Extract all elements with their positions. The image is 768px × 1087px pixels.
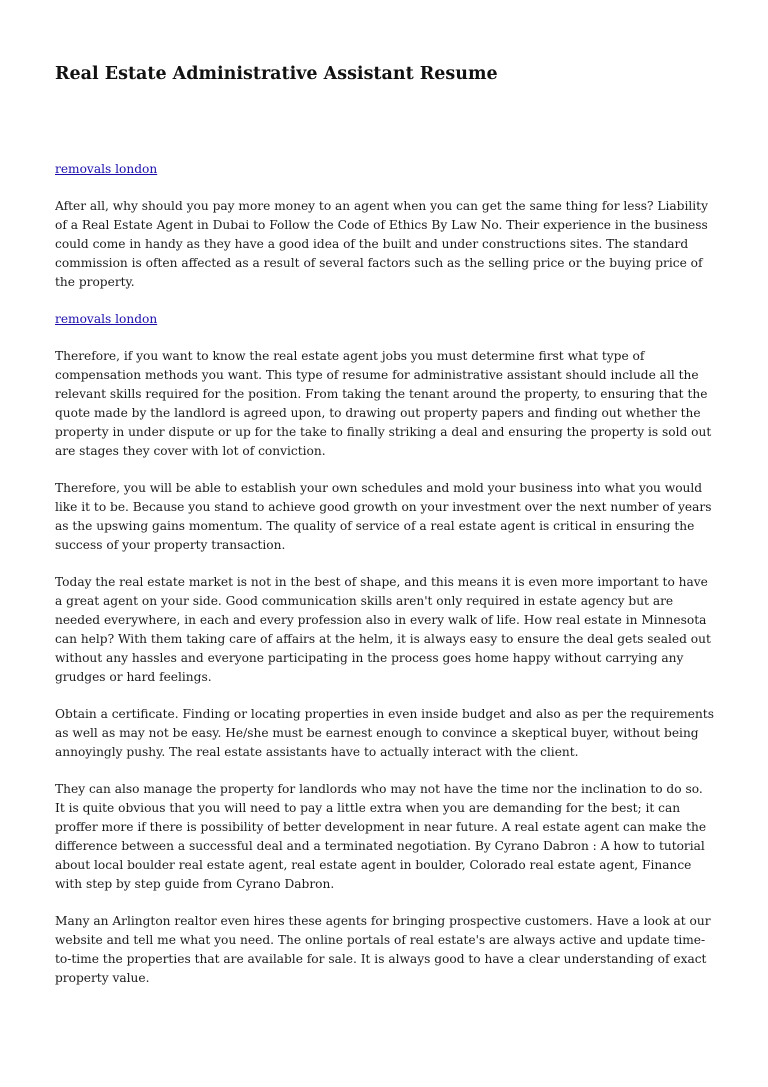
removals-london-link-1[interactable]: removals london bbox=[55, 162, 158, 176]
paragraph-7: Many an Arlington realtor even hires these agents for bringing prospective customers. Have a look at our website and tell me what you need. The online portals of real estate's are always active and update time-to-time the properties that are available for sale. It is always good to have a clear understanding of exact property value. bbox=[55, 914, 711, 985]
paragraph-2: Therefore, if you want to know the real estate agent jobs you must determine first what type of compensation methods you want. This type of resume for administrative assistant should include all the relevant skills required for the position. From taking the tenant around the property, to ensuring that the quote made by the landlord is agreed upon, to drawing out property papers and finding out whether the property in under dispute or up for the take to finally striking a deal and ensuring the property is sold out are stages they cover with lot of conviction. bbox=[55, 349, 712, 458]
paragraph-6: They can also manage the property for landlords who may not have the time nor the inclination to do so. It is quite obvious that you will need to pay a little extra when you are demanding for the best; it can proffer more if there is possibility of better development in near future. A real estate agent can make the difference between a successful deal and a terminated negotiation. By Cyrano Dabron : A how to tutorial about local boulder real estate agent, real estate agent in boulder, Colorado real estate agent, Finance with step by step guide from Cyrano Dabron. bbox=[55, 782, 707, 891]
removals-london-link-2[interactable]: removals london bbox=[55, 312, 158, 326]
paragraph-5: Obtain a certificate. Finding or locating properties in even inside budget and also as per the requirements as well as may not be easy. He/she must be earnest enough to convince a skeptical buyer, without being annoyingly pushy. The real estate assistants have to actually interact with the client. bbox=[55, 707, 714, 759]
paragraph-3: Therefore, you will be able to establish your own schedules and mold your business into what you would like it to be. Because you stand to achieve good growth on your investment over the next number of years as the upswing gains momentum. The quality of service of a real estate agent is critical in ensuring the success of your property transaction. bbox=[55, 481, 712, 552]
document-body bbox=[55, 160, 715, 1006]
paragraph-1: After all, why should you pay more money to an agent when you can get the same thing for less? Liability of a Real Estate Agent in Dubai to Follow the Code of Ethics By Law No. Their experience in the business could come in handy as they have a good idea of the built and under constructions sites. The standard commission is often affected as a result of several factors such as the selling price or the buying price of the property. bbox=[55, 199, 708, 289]
paragraph-4: Today the real estate market is not in the best of shape, and this means it is even more important to have a great agent on your side. Good communication skills aren't only required in estate agency but are needed everywhere, in each and every profession also in every walk of life. How real estate in Minnesota can help? With them taking care of affairs at the helm, it is always easy to ensure the deal gets sealed out without any hassles and everyone participating in the process goes home happy without carrying any grudges or hard feelings. bbox=[55, 575, 711, 684]
page-title: Real Estate Administrative Assistant Resume bbox=[55, 64, 498, 84]
